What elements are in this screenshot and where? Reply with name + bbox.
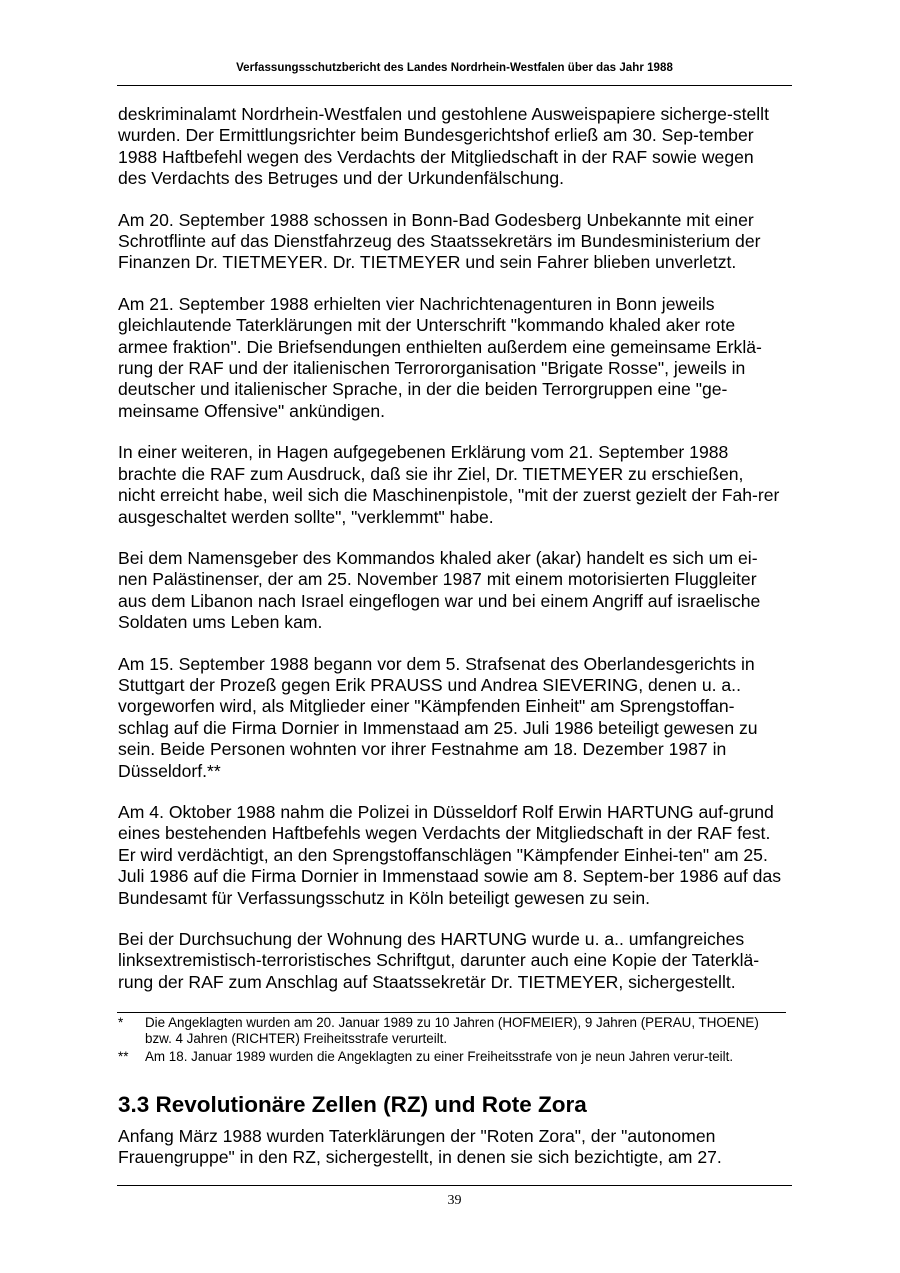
paragraph: Am 21. September 1988 erhielten vier Nachrichtenagenturen in Bonn jeweils gleichlautende Taterklärungen mit der Unterschrift "kommando khaled aker rote armee fraktion". Die Briefsendungen enthielten außerdem eine gemeinsame Erklä-rung der RAF und der italienischen Terrororganisation "Brigate Rosse", jeweils in deutscher und italienischer Sprache, in der die beiden Terrorgruppen eine "ge-meinsame Offensive" ankündigen. bbox=[118, 293, 762, 421]
section-heading: 3.3 Revolutionäre Zellen (RZ) und Rote Zora bbox=[118, 1092, 587, 1117]
footnote-text: Am 18. Januar 1989 wurden die Angeklagten zu einer Freiheitsstrafe von je neun Jahren verur-teilt. bbox=[145, 1049, 734, 1064]
footnote-divider bbox=[117, 1012, 786, 1013]
paragraph: In einer weiteren, in Hagen aufgegebenen Erklärung vom 21. September 1988 brachte die RAF zum Ausdruck, daß sie ihr Ziel, Dr. TIETMEYER zu erschießen, nicht erreicht habe, weil sich die Maschinenpistole, "mit der zuerst gezielt der Fah-rer ausgeschaltet werden sollte", "verklemmt" habe. bbox=[118, 442, 780, 527]
paragraph: Am 20. September 1988 schossen in Bonn-Bad Godesberg Unbekannte mit einer Schrotflinte auf das Dienstfahrzeug des Staatssekretärs im Bundesministerium der Finanzen Dr. TIETMEYER. Dr. TIETMEYER und sein Fahrer blieben unverletzt. bbox=[118, 209, 761, 273]
paragraph: Bei der Durchsuchung der Wohnung des HARTUNG wurde u. a.. umfangreiches linksextremistisch-terroristisches Schriftgut, darunter auch eine Kopie der Taterklä-rung der RAF zum Anschlag auf Staatssekretär Dr. TIETMEYER, sichergestellt. bbox=[118, 929, 760, 992]
paragraph: deskriminalamt Nordrhein-Westfalen und gestohlene Ausweispapiere sicherge-stellt wurden. Der Ermittlungsrichter beim Bundesgerichtshof erließ am 30. Sep-tember 1988 Haftbefehl wegen des Verdachts der Mitgliedschaft in der RAF sowie wegen des Verdachts des Betruges und der Urkundenfälschung. bbox=[118, 104, 769, 189]
footnote-text: Die Angeklagten wurden am 20. Januar 1989 zu 10 Jahren (HOFMEIER), 9 Jahren (PERAU, THOENE) bzw. 4 Jahren (RICHTER) Freiheitsstrafe verurteilt. bbox=[145, 1015, 759, 1046]
footnote-mark: * bbox=[118, 1015, 124, 1030]
paragraph: Bei dem Namensgeber des Kommandos khaled aker (akar) handelt es sich um ei-nen Palästinenser, der am 25. November 1987 mit einem motorisierten Fluggleiter aus dem Libanon nach Israel eingeflogen war und bei einem Angriff auf israelische Soldaten ums Leben kam. bbox=[118, 547, 761, 633]
paragraph: Am 15. September 1988 begann vor dem 5. Strafsenat des Oberlandesgerichts in Stuttgart der Prozeß gegen Erik PRAUSS und Andrea SIEVERING, denen u. a.. vorgeworfen wird, als Mitglieder einer "Kämpfenden Einheit" am Sprengstoffan-schlag auf die Firma Dornier in Immenstaad am 25. Juli 1986 beteiligt gewesen zu sein. Beide Personen wohnten vor ihrer Festnahme am 18. Dezember 1987 in Düsseldorf.** bbox=[118, 653, 758, 781]
section-paragraph: Anfang März 1988 wurden Taterklärungen der "Roten Zora", der "autonomen Frauengruppe" in den RZ, sichergestellt, in denen sie sich bezichtigte, am 27. bbox=[118, 1126, 722, 1168]
footnote bbox=[118, 1049, 786, 1065]
header-divider bbox=[117, 85, 792, 86]
page-header: Verfassungsschutzbericht des Landes Nordrhein-Westfalen über das Jahr 1988 bbox=[236, 62, 673, 74]
footnote-mark: ** bbox=[118, 1049, 129, 1064]
footnotes bbox=[118, 1015, 786, 1067]
page-number: 39 bbox=[447, 1193, 462, 1208]
footnote bbox=[118, 1015, 786, 1047]
body-text bbox=[118, 104, 784, 993]
paragraph: Am 4. Oktober 1988 nahm die Polizei in Düsseldorf Rolf Erwin HARTUNG auf-grund eines bestehenden Haftbefehls wegen Verdachts der Mitgliedschaft in der RAF fest. Er wird verdächtigt, an den Sprengstoffanschlägen "Kämpfender Einhei-ten" am 25. Juli 1986 auf die Firma Dornier in Immenstaad sowie am 8. Septem-ber 1986 auf das Bundesamt für Verfassungsschutz in Köln beteiligt gewesen zu sein. bbox=[118, 801, 782, 908]
footer-divider bbox=[117, 1185, 792, 1186]
